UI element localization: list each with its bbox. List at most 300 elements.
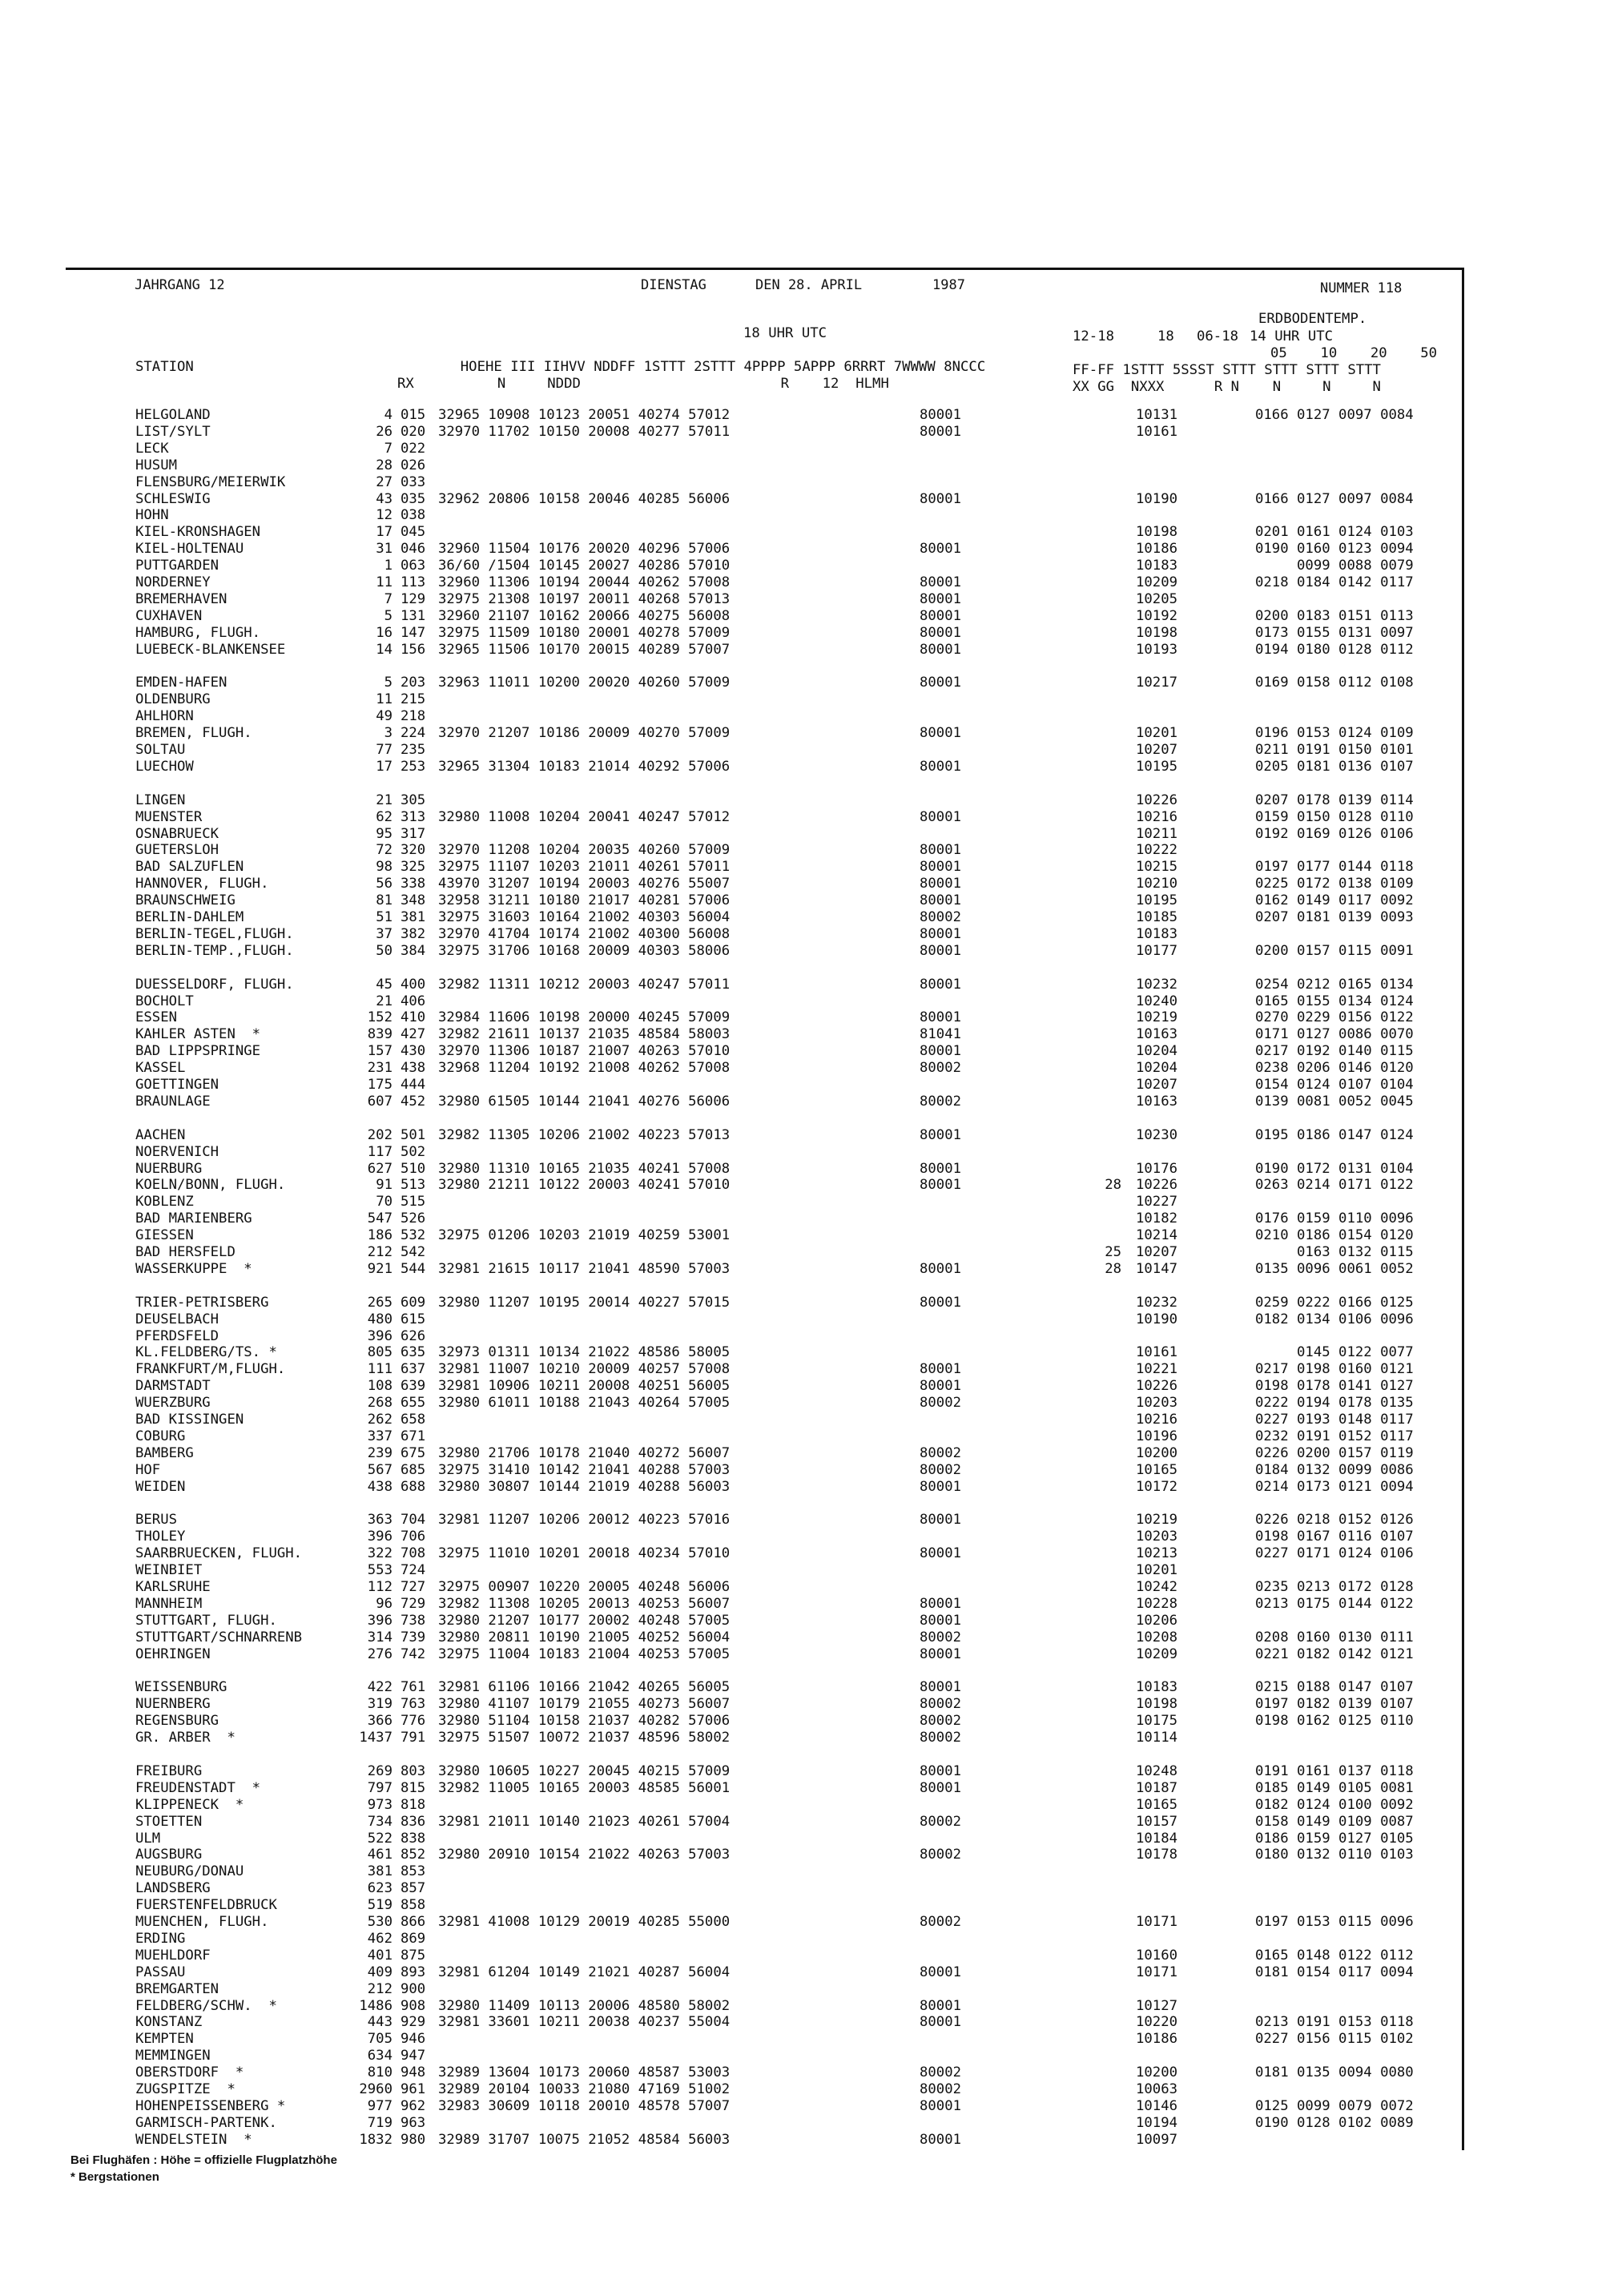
station-number: 510 (400, 1160, 426, 1177)
station-name: ERDING (135, 1930, 186, 1947)
station-number: 857 (400, 1880, 426, 1897)
max-temp: 10207 (1136, 742, 1178, 758)
group-8nccc: 80001 (920, 641, 962, 658)
group-8nccc: 80001 (920, 407, 962, 423)
station-number: 400 (400, 976, 426, 993)
station-number: 147 (400, 624, 426, 641)
station-name: PASSAU (135, 1964, 186, 1980)
table-row (0, 474, 1602, 491)
max-temp: 10198 (1136, 524, 1178, 541)
max-temp: 10227 (1136, 1194, 1178, 1210)
station-name: MEMMINGEN (135, 2048, 211, 2064)
table-row (0, 1797, 1602, 1814)
group-8nccc: 80001 (920, 2131, 962, 2148)
synop-groups: 32975 11010 10201 20018 40234 57010 (438, 1545, 731, 1562)
station-number: 818 (400, 1796, 426, 1813)
station-name: PUTTGARDEN (135, 558, 219, 574)
soil-temps: 0198 0167 0116 0107 (1255, 1529, 1414, 1545)
hoehe: 627 (367, 1160, 392, 1177)
soil-temps: 0158 0149 0109 0087 (1255, 1813, 1414, 1830)
group-8nccc: 80002 (920, 1696, 962, 1713)
table-row (0, 1210, 1602, 1227)
table-row (0, 1847, 1602, 1863)
max-temp: 10209 (1136, 574, 1178, 590)
table-row (0, 524, 1602, 541)
max-temp: 10171 (1136, 1964, 1178, 1980)
soil-temps: 0191 0161 0137 0118 (1255, 1762, 1414, 1779)
station-number: 815 (400, 1779, 426, 1796)
soil-temps: 0176 0159 0110 0096 (1255, 1210, 1414, 1227)
table-row (0, 809, 1602, 826)
soil-temps: 0125 0099 0079 0072 (1255, 2097, 1414, 2114)
max-temp: 10160 (1136, 1947, 1178, 1964)
hoehe: 438 (367, 1478, 392, 1495)
max-temp: 10232 (1136, 1294, 1178, 1311)
hoehe: 522 (367, 1830, 392, 1847)
hoehe: 314 (367, 1629, 392, 1645)
station-number: 444 (400, 1077, 426, 1093)
group-8nccc: 80001 (920, 1478, 962, 1495)
soil-temps: 0181 0154 0117 0094 (1255, 1964, 1414, 1980)
group-8nccc: 80001 (920, 1160, 962, 1177)
group-8nccc: 80001 (920, 1762, 962, 1779)
hoehe: 409 (367, 1964, 392, 1980)
station-name: AHLHORN (135, 708, 194, 725)
group-8nccc: 80001 (920, 574, 962, 590)
station-number: 215 (400, 691, 426, 708)
station-number: 384 (400, 942, 426, 959)
group-8nccc: 80001 (920, 1779, 962, 1796)
hoehe: 14 (376, 641, 392, 658)
hoehe: 50 (376, 942, 392, 959)
station-number: 224 (400, 725, 426, 742)
soil-temps: 0169 0158 0112 0108 (1255, 675, 1414, 691)
station-number: 382 (400, 925, 426, 942)
station-number: 235 (400, 742, 426, 758)
station-name: WEIDEN (135, 1478, 186, 1495)
station-name: KEMPTEN (135, 2031, 194, 2048)
station-name: LIST/SYLT (135, 423, 211, 440)
station-name: THOLEY (135, 1529, 186, 1545)
station-name: HELGOLAND (135, 407, 211, 423)
max-temp: 10184 (1136, 1830, 1178, 1847)
footnote-mountain-stations: * Bergstationen (70, 2170, 159, 2184)
soil-temps: 0208 0160 0130 0111 (1255, 1629, 1414, 1645)
station-name: AACHEN (135, 1126, 186, 1143)
station-name: WUERZBURG (135, 1395, 211, 1412)
table-row (0, 625, 1602, 642)
table-row (0, 591, 1602, 608)
station-name: NORDERNEY (135, 574, 211, 590)
hoehe: 977 (367, 2097, 392, 2114)
hoehe: 4 (384, 407, 392, 423)
table-row (0, 1462, 1602, 1479)
station-name: BOCHOLT (135, 993, 194, 1009)
table-row (0, 507, 1602, 524)
synop-groups: 32981 21011 10140 21023 40261 57004 (438, 1813, 731, 1830)
max-temp: 10183 (1136, 558, 1178, 574)
soil-temps: 0205 0181 0136 0107 (1255, 758, 1414, 775)
table-row (0, 1445, 1602, 1462)
table-row (0, 574, 1602, 591)
group-8nccc: 80002 (920, 1093, 962, 1110)
soil-temps: 0218 0184 0142 0117 (1255, 574, 1414, 590)
table-row (0, 1562, 1602, 1579)
synop-groups: 32981 11207 10206 20012 40223 57016 (438, 1512, 731, 1529)
group-8nccc: 80001 (920, 1177, 962, 1194)
group-8nccc: 80001 (920, 876, 962, 892)
hoehe: 51 (376, 909, 392, 925)
station-name: LECK (135, 440, 169, 457)
max-temp: 10157 (1136, 1813, 1178, 1830)
station-name: REGENSBURG (135, 1713, 219, 1730)
max-temp: 10186 (1136, 541, 1178, 558)
hoehe: 443 (367, 2014, 392, 2031)
station-name: HOHN (135, 507, 169, 524)
issue-number: NUMMER 118 (1320, 280, 1403, 296)
table-row (0, 1161, 1602, 1178)
soil-temps: 0145 0122 0077 (1255, 1344, 1414, 1361)
soil-temps: 0200 0157 0115 0091 (1255, 942, 1414, 959)
obs-time-heading: 18 UHR UTC (743, 325, 827, 341)
station-number: 015 (400, 407, 426, 423)
table-row (0, 1127, 1602, 1144)
hoehe: 95 (376, 825, 392, 842)
synop-groups: 32980 20910 10154 21022 40263 57003 (438, 1847, 731, 1863)
station-number: 961 (400, 2081, 426, 2097)
station-number: 671 (400, 1428, 426, 1444)
table-row (0, 1194, 1602, 1210)
station-number: 688 (400, 1478, 426, 1495)
max-temp: 10214 (1136, 1227, 1178, 1244)
station-number: 348 (400, 892, 426, 909)
table-row (0, 1361, 1602, 1378)
group-8nccc: 80001 (920, 423, 962, 440)
table-row (0, 2048, 1602, 2064)
max-temp: 10198 (1136, 624, 1178, 641)
hoehe: 839 (367, 1026, 392, 1043)
max-temp: 10211 (1136, 825, 1178, 842)
group-8nccc: 80001 (920, 1595, 962, 1612)
soil-temps: 0190 0160 0123 0094 (1255, 541, 1414, 558)
hoehe: 45 (376, 976, 392, 993)
station-name: OSNABRUECK (135, 825, 219, 842)
max-temp: 10147 (1136, 1260, 1178, 1277)
soil-temps: 0197 0182 0139 0107 (1255, 1696, 1414, 1713)
max-temp: 10183 (1136, 925, 1178, 942)
table-row (0, 1479, 1602, 1496)
table-row (0, 977, 1602, 993)
soil-depths: 05 10 20 50 (1270, 345, 1438, 361)
station-number: 763 (400, 1696, 426, 1713)
hoehe: 269 (367, 1762, 392, 1779)
table-row (0, 1026, 1602, 1043)
hoehe: 322 (367, 1545, 392, 1562)
station-number: 544 (400, 1260, 426, 1277)
hoehe: 553 (367, 1562, 392, 1579)
station-name: BAD MARIENBERG (135, 1210, 252, 1227)
hoehe: 1437 (359, 1730, 392, 1746)
station-name: ULM (135, 1830, 161, 1847)
table-row (0, 1328, 1602, 1345)
hoehe: 705 (367, 2031, 392, 2048)
station-number: 875 (400, 1947, 426, 1964)
soil-temps: 0166 0127 0097 0084 (1255, 407, 1414, 423)
column-header-line1: STATION HOEHE III IIHVV NDDFF 1STTT 2STTT 4PPPP 5APPP 6RRRT 7WWWW 8NCCC (135, 359, 986, 375)
hoehe: 231 (367, 1060, 392, 1077)
table-row (0, 1629, 1602, 1646)
station-number: 046 (400, 541, 426, 558)
station-number: 129 (400, 590, 426, 607)
hoehe: 108 (367, 1378, 392, 1395)
station-number: 526 (400, 1210, 426, 1227)
period-12-18: 12-18 (1073, 328, 1115, 344)
synop-groups: 32980 61505 10144 21041 40276 56006 (438, 1093, 731, 1110)
station-number: 963 (400, 2114, 426, 2131)
soil-temps: 0192 0169 0126 0106 (1255, 825, 1414, 842)
synop-groups: 32975 11107 10203 21011 40261 57011 (438, 859, 731, 876)
hoehe: 212 (367, 1244, 392, 1260)
table-row (0, 1311, 1602, 1328)
station-name: LUEBECK-BLANKENSEE (135, 641, 286, 658)
period-06-18: 06-18 (1197, 328, 1239, 344)
station-number: 866 (400, 1914, 426, 1930)
synop-groups: 32982 11005 10165 20003 48585 56001 (438, 1779, 731, 1796)
wind-gust: 28 (1105, 1177, 1121, 1194)
hoehe: 152 (367, 1009, 392, 1026)
hoehe: 1486 (359, 1997, 392, 2014)
station-number: 675 (400, 1444, 426, 1461)
group-8nccc: 80002 (920, 2081, 962, 2097)
soil-temps: 0201 0161 0124 0103 (1255, 524, 1414, 541)
synop-groups: 43970 31207 10194 20003 40276 55007 (438, 876, 731, 892)
soil-temps: 0184 0132 0099 0086 (1255, 1461, 1414, 1478)
soil-temps: 0197 0153 0115 0096 (1255, 1914, 1414, 1930)
hoehe: 276 (367, 1645, 392, 1662)
group-8nccc: 80001 (920, 925, 962, 942)
table-row (0, 842, 1602, 859)
hoehe: 265 (367, 1294, 392, 1311)
hoehe: 81 (376, 892, 392, 909)
synop-groups: 32981 41008 10129 20019 40285 55000 (438, 1914, 731, 1930)
soil-temps: 0139 0081 0052 0045 (1255, 1093, 1414, 1110)
station-number: 156 (400, 641, 426, 658)
table-row (0, 859, 1602, 876)
max-temp: 10063 (1136, 2081, 1178, 2097)
table-row (0, 892, 1602, 909)
table-row (0, 926, 1602, 943)
synop-groups: 32960 21107 10162 20066 40275 56008 (438, 607, 731, 624)
station-number: 113 (400, 574, 426, 590)
soil-temps: 0196 0153 0124 0109 (1255, 725, 1414, 742)
max-temp: 10185 (1136, 909, 1178, 925)
max-temp: 10165 (1136, 1461, 1178, 1478)
station-number: 727 (400, 1579, 426, 1595)
max-temp: 10230 (1136, 1126, 1178, 1143)
synop-groups: 32965 31304 10183 21014 40292 57006 (438, 758, 731, 775)
station-name: GOETTINGEN (135, 1077, 219, 1093)
hoehe: 72 (376, 842, 392, 859)
synop-groups: 32963 11011 10200 20020 40260 57009 (438, 675, 731, 691)
soil-temps: 0180 0132 0110 0103 (1255, 1847, 1414, 1863)
max-temp: 10217 (1136, 675, 1178, 691)
station-name: OEHRINGEN (135, 1645, 211, 1662)
hoehe: 381 (367, 1863, 392, 1880)
soil-temp-time: 14 UHR UTC (1250, 328, 1334, 344)
soil-temps: 0182 0134 0106 0096 (1255, 1311, 1414, 1327)
station-name: BAD SALZUFLEN (135, 859, 244, 876)
hoehe: 91 (376, 1177, 392, 1194)
soil-temps: 0217 0198 0160 0121 (1255, 1361, 1414, 1378)
station-name: KOBLENZ (135, 1194, 194, 1210)
hoehe: 734 (367, 1813, 392, 1830)
table-row (0, 708, 1602, 725)
soil-temps: 0235 0213 0172 0128 (1255, 1579, 1414, 1595)
table-row (0, 558, 1602, 574)
station-name: ESSEN (135, 1009, 178, 1026)
max-temp: 10226 (1136, 1378, 1178, 1395)
table-row (0, 1060, 1602, 1077)
max-temp: 10220 (1136, 2014, 1178, 2031)
synop-groups: 32980 41107 10179 21055 40273 56007 (438, 1696, 731, 1713)
station-name: MUENCHEN, FLUGH. (135, 1914, 269, 1930)
group-8nccc: 80001 (920, 1361, 962, 1378)
station-number: 131 (400, 607, 426, 624)
station-name: SAARBRUECKEN, FLUGH. (135, 1545, 303, 1562)
max-temp: 10198 (1136, 1696, 1178, 1713)
hoehe: 27 (376, 473, 392, 490)
group-8nccc: 80002 (920, 1629, 962, 1645)
soil-temps: 0165 0155 0134 0124 (1255, 993, 1414, 1009)
station-number: 639 (400, 1378, 426, 1395)
group-8nccc: 80001 (920, 976, 962, 993)
station-number: 980 (400, 2131, 426, 2148)
station-number: 908 (400, 1997, 426, 2014)
station-name: BAMBERG (135, 1444, 194, 1461)
hoehe: 70 (376, 1194, 392, 1210)
group-8nccc: 80002 (920, 1713, 962, 1730)
table-row (0, 909, 1602, 926)
group-8nccc: 80001 (920, 590, 962, 607)
hoehe: 7 (384, 590, 392, 607)
hoehe: 56 (376, 876, 392, 892)
soil-temps: 0227 0156 0115 0102 (1255, 2031, 1414, 2048)
station-number: 026 (400, 457, 426, 473)
max-temp: 10146 (1136, 2097, 1178, 2114)
station-name: BRAUNLAGE (135, 1093, 211, 1110)
station-name: AUGSBURG (135, 1847, 203, 1863)
hoehe: 96 (376, 1595, 392, 1612)
hoehe: 519 (367, 1897, 392, 1914)
group-8nccc: 80002 (920, 1395, 962, 1412)
table-row (0, 675, 1602, 691)
hoehe: 12 (376, 507, 392, 524)
soil-temps: 0207 0178 0139 0114 (1255, 792, 1414, 808)
hoehe: 5 (384, 607, 392, 624)
soil-temps: 0173 0155 0131 0097 (1255, 624, 1414, 641)
max-temp: 10240 (1136, 993, 1178, 1009)
station-number: 253 (400, 758, 426, 775)
synop-groups: 32984 11606 10198 20000 40245 57009 (438, 1009, 731, 1026)
hoehe: 634 (367, 2048, 392, 2064)
soil-temps: 0198 0178 0141 0127 (1255, 1378, 1414, 1395)
station-number: 532 (400, 1227, 426, 1244)
station-number: 410 (400, 1009, 426, 1026)
group-8nccc: 80001 (920, 758, 962, 775)
station-name: LANDSBERG (135, 1880, 211, 1897)
hoehe: 5 (384, 675, 392, 691)
soil-temps: 0154 0124 0107 0104 (1255, 1077, 1414, 1093)
table-row (0, 2014, 1602, 2031)
table-row (0, 1914, 1602, 1931)
station-number: 655 (400, 1395, 426, 1412)
table-row (0, 608, 1602, 625)
soil-temps: 0165 0148 0122 0112 (1255, 1947, 1414, 1964)
station-name: KONSTANZ (135, 2014, 203, 2031)
station-name: SCHLESWIG (135, 490, 211, 507)
synop-groups: 32975 11509 10180 20001 40278 57009 (438, 624, 731, 641)
max-temp: 10176 (1136, 1160, 1178, 1177)
synop-groups: 32981 21615 10117 21041 48590 57003 (438, 1260, 731, 1277)
synop-groups: 32983 30609 10118 20010 48578 57007 (438, 2097, 731, 2114)
synop-groups: 32970 21207 10186 20009 40270 57009 (438, 725, 731, 742)
station-number: 742 (400, 1645, 426, 1662)
station-name: WASSERKUPPE * (135, 1260, 252, 1277)
weekday: DIENSTAG (641, 277, 706, 293)
station-name: KASSEL (135, 1060, 186, 1077)
station-name: TRIER-PETRISBERG (135, 1294, 269, 1311)
station-number: 033 (400, 473, 426, 490)
soil-temps: 0225 0172 0138 0109 (1255, 876, 1414, 892)
station-name: BREMERHAVEN (135, 590, 227, 607)
soil-temps: 0215 0188 0147 0107 (1255, 1679, 1414, 1696)
station-name: KOELN/BONN, FLUGH. (135, 1177, 286, 1194)
max-temp: 10177 (1136, 942, 1178, 959)
table-row (0, 1646, 1602, 1663)
station-name: BERLIN-TEMP.,FLUGH. (135, 942, 294, 959)
synop-groups: 32980 20811 10190 21005 40252 56004 (438, 1629, 731, 1645)
station-name: LUECHOW (135, 758, 194, 775)
station-number: 706 (400, 1529, 426, 1545)
max-temp: 10204 (1136, 1060, 1178, 1077)
synop-groups: 32989 31707 10075 21052 48584 56003 (438, 2131, 731, 2148)
column-header-line2-right: XX GG NXXX R N N N N (1073, 379, 1381, 395)
station-number: 729 (400, 1595, 426, 1612)
table-row (0, 1948, 1602, 1964)
synop-groups: 32980 21207 10177 20002 40248 57005 (438, 1612, 731, 1629)
station-name: BERLIN-TEGEL,FLUGH. (135, 925, 294, 942)
synop-groups: 32975 31706 10168 20009 40303 58006 (438, 942, 731, 959)
hoehe: 186 (367, 1227, 392, 1244)
max-temp: 10203 (1136, 1529, 1178, 1545)
synop-groups: 32975 11004 10183 21004 40253 57005 (438, 1645, 731, 1662)
station-number: 869 (400, 1930, 426, 1947)
group-8nccc: 80001 (920, 1997, 962, 2014)
max-temp: 10206 (1136, 1612, 1178, 1629)
soil-temps: 0226 0218 0152 0126 (1255, 1512, 1414, 1529)
group-8nccc: 80001 (920, 1260, 962, 1277)
hoehe: 461 (367, 1847, 392, 1863)
synop-groups: 32981 10906 10211 20008 40251 56005 (438, 1378, 731, 1395)
station-name: KIEL-KRONSHAGEN (135, 524, 261, 541)
station-name: COBURG (135, 1428, 186, 1444)
station-name: HANNOVER, FLUGH. (135, 876, 269, 892)
max-temp: 10190 (1136, 490, 1178, 507)
station-name: MUENSTER (135, 808, 203, 825)
station-name: FUERSTENFELDBRUCK (135, 1897, 277, 1914)
max-temp: 10172 (1136, 1478, 1178, 1495)
group-8nccc: 80002 (920, 1847, 962, 1863)
